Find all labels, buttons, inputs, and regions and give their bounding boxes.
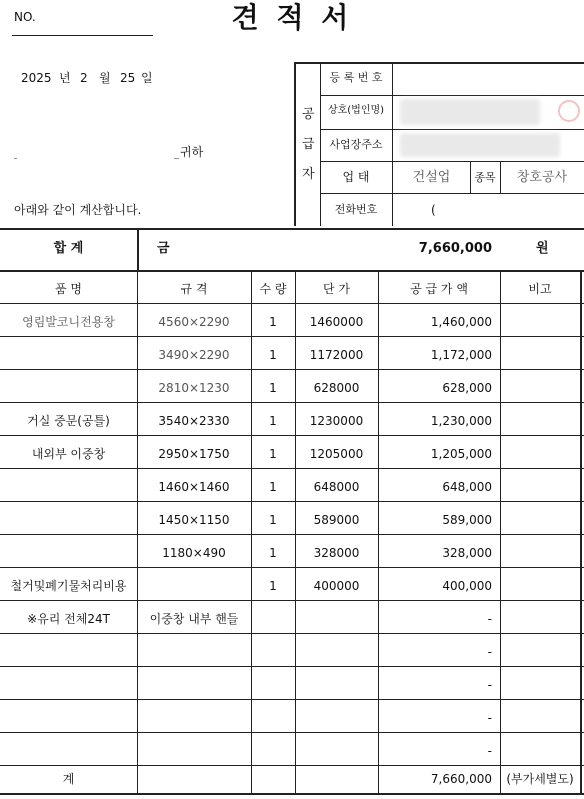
row-10-amount: - (487, 612, 492, 626)
col-header-item-name: 품 명 (55, 282, 82, 296)
row-6-unit-price: 648000 (313, 480, 360, 494)
row-line-8 (0, 567, 584, 568)
row-9-amount: 400,000 (442, 579, 492, 593)
total-currency-label: 금 (157, 241, 170, 256)
no-label: NO. (14, 10, 36, 24)
supplier-left-border (294, 62, 296, 226)
row-8-unit-price: 328000 (313, 546, 360, 560)
supplier-side-label-3: 자 (302, 167, 315, 182)
supplier-row-line-1 (320, 95, 584, 96)
row-4-name: 거실 중문(공틀) (27, 414, 110, 428)
row-3-spec: 2810×1230 (158, 381, 230, 395)
row-7-amount: 589,000 (442, 513, 492, 527)
total-divider (137, 228, 139, 272)
row-1-amount: 1,460,000 (430, 315, 492, 329)
row-line-12 (0, 699, 584, 700)
row-5-qty: 1 (269, 447, 277, 461)
row-7-spec: 1450×1150 (158, 513, 230, 527)
supplier-row-line-3 (320, 161, 584, 162)
row-1-name: 영림발코니전용창 (22, 315, 115, 329)
row-line-7 (0, 534, 584, 535)
row-2-spec: 3490×2290 (158, 348, 230, 362)
supplier-row-line-4 (320, 193, 584, 194)
header-bottom-line (0, 303, 584, 304)
footer-label: 계 (62, 772, 75, 786)
row-10-spec: 이중창 내부 핸들 (149, 612, 239, 626)
row-line-3 (0, 402, 584, 403)
supplier-row-line-2 (320, 129, 584, 130)
row-line-4 (0, 435, 584, 436)
row-5-name: 내외부 이중창 (31, 447, 106, 461)
total-label: 합 계 (53, 241, 84, 256)
supplier-top-border (294, 62, 584, 64)
row-3-amount: 628,000 (442, 381, 492, 395)
row-line-6 (0, 501, 584, 502)
date-day-unit: 일 (141, 71, 153, 85)
supplier-divider-2 (392, 62, 393, 226)
col-header-supply-amount: 공 급 가 액 (410, 282, 468, 296)
supplier-item-value: 창호공사 (516, 170, 568, 185)
date-year: 2025 (21, 71, 52, 85)
row-line-10 (0, 633, 584, 634)
row-4-unit-price: 1230000 (309, 414, 364, 428)
footer-amount: 7,660,000 (430, 772, 492, 786)
row-line-5 (0, 468, 584, 469)
total-top-border (0, 228, 584, 230)
supplier-item-label: 종목 (474, 171, 496, 184)
col-header-note: 비고 (528, 282, 552, 296)
supplier-address-label: 사업장주소 (329, 138, 383, 151)
row-1-unit-price: 1460000 (309, 315, 364, 329)
redacted-address (400, 133, 560, 157)
total-amount: 7,660,000 (418, 241, 492, 256)
row-10-name: ※유리 전체24T (27, 612, 110, 626)
row-2-unit-price: 1172000 (309, 348, 364, 362)
footer-note: (부가세별도) (506, 772, 574, 786)
row-4-amount: 1,230,000 (430, 414, 492, 428)
supplier-phone-label: 전화번호 (334, 203, 378, 216)
recipient-suffix: 귀하 (180, 145, 204, 159)
row-8-qty: 1 (269, 546, 277, 560)
col-divider-5 (500, 272, 501, 793)
row-11-amount: - (487, 645, 492, 659)
row-2-amount: 1,172,000 (430, 348, 492, 362)
recipient-mark-right (174, 158, 179, 159)
col-header-qty: 수 량 (259, 282, 287, 296)
table-right-border (580, 272, 582, 793)
row-5-unit-price: 1205000 (309, 447, 364, 461)
supplier-side-label-1: 공 (302, 107, 315, 122)
row-line-11 (0, 666, 584, 667)
row-5-amount: 1,205,000 (430, 447, 492, 461)
row-4-qty: 1 (269, 414, 277, 428)
recipient-mark-left (14, 158, 17, 159)
row-line-14 (0, 765, 584, 766)
date-month: 2 (80, 71, 88, 85)
document-title: 견 적 서 (231, 1, 353, 34)
row-7-unit-price: 589000 (313, 513, 360, 527)
row-line-13 (0, 732, 584, 733)
row-4-spec: 3540×2330 (158, 414, 230, 428)
no-underline (12, 35, 153, 36)
row-6-spec: 1460×1460 (158, 480, 230, 494)
row-9-name: 철거및폐기물처리비용 (10, 579, 127, 593)
supplier-business-type-label: 업 태 (342, 170, 370, 184)
total-bottom-border (0, 270, 584, 272)
redacted-company-name (400, 99, 540, 125)
row-3-qty: 1 (269, 381, 277, 395)
row-9-unit-price: 400000 (313, 579, 360, 593)
row-2-qty: 1 (269, 348, 277, 362)
supplier-reg-no-label: 등 록 번 호 (329, 71, 383, 84)
supplier-phone-value: ( (431, 203, 436, 217)
supplier-business-type-value: 건설업 (412, 170, 451, 185)
row-line-9 (0, 600, 584, 601)
intro-text: 아래와 같이 계산합니다. (14, 203, 142, 217)
date-day: 25 (120, 71, 136, 85)
row-6-qty: 1 (269, 480, 277, 494)
row-8-amount: 328,000 (442, 546, 492, 560)
total-unit: 원 (536, 241, 549, 256)
row-1-qty: 1 (269, 315, 277, 329)
row-3-unit-price: 628000 (313, 381, 360, 395)
supplier-side-label-2: 급 (302, 137, 315, 152)
row-6-amount: 648,000 (442, 480, 492, 494)
row-9-qty: 1 (269, 579, 277, 593)
row-7-qty: 1 (269, 513, 277, 527)
col-header-spec: 규 격 (180, 282, 208, 296)
row-1-spec: 4560×2290 (158, 315, 230, 329)
row-5-spec: 2950×1750 (158, 447, 230, 461)
seal-mark (558, 100, 580, 122)
row-12-amount: - (487, 678, 492, 692)
supplier-company-name-label: 상호(법인명) (327, 105, 385, 116)
table-bottom-border (0, 793, 584, 795)
row-13-amount: - (487, 711, 492, 725)
col-header-unit-price: 단 가 (323, 282, 350, 296)
date-month-unit: 월 (99, 71, 111, 85)
date-year-unit: 년 (59, 71, 71, 85)
row-14-amount: - (487, 744, 492, 758)
row-line-2 (0, 369, 584, 370)
row-8-spec: 1180×490 (162, 546, 226, 560)
row-line-1 (0, 336, 584, 337)
